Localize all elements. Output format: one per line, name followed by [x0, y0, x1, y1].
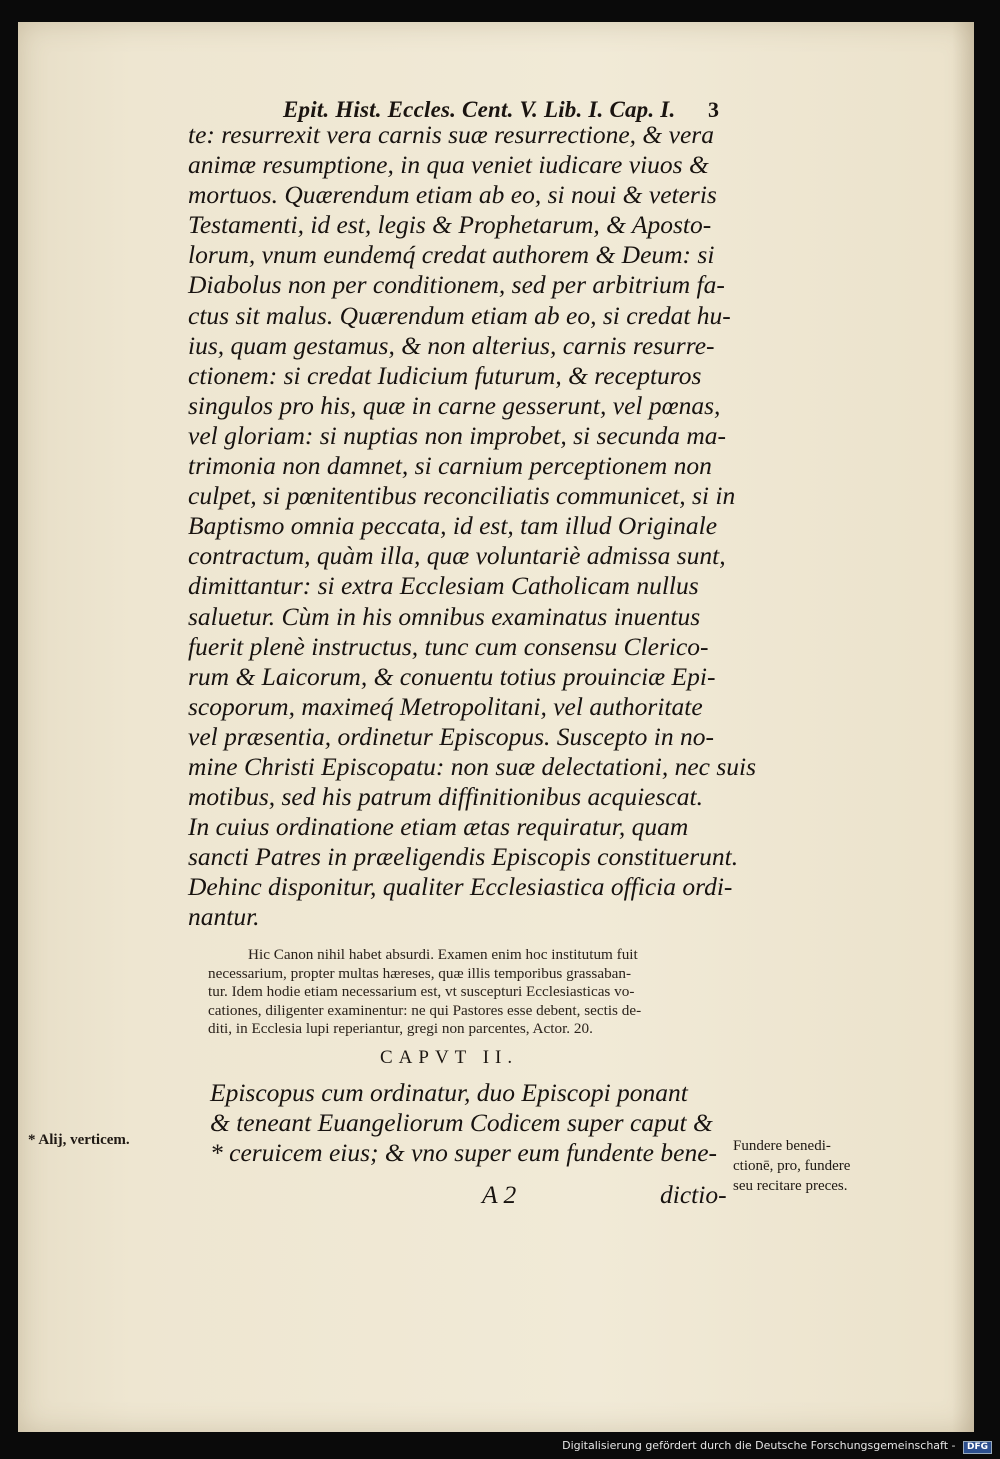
text-line: Dehinc disponitur, qualiter Ecclesiastica officia ordi-: [188, 872, 733, 902]
chapter-text-line: * ceruicem eius; & vno super eum fundente bene-: [210, 1138, 717, 1168]
commentary-line: Hic Canon nihil habet absurdi. Examen enim hoc institutum fuit: [248, 946, 638, 963]
text-line: animæ resumptione, in qua veniet iudicare viuos &: [188, 150, 709, 180]
text-line: ctionem: si credat Iudicium futurum, & recepturos: [188, 360, 702, 390]
marginal-note-left: * Alij, verticem.: [28, 1132, 130, 1148]
text-line: Testamenti, id est, legis & Prophetarum, & Aposto-: [188, 210, 712, 240]
text-line: fuerit plenè instructus, tunc cum consensu Clerico-: [188, 631, 709, 661]
text-line: rum & Laicorum, & conuentu totius prouinciæ Epi-: [188, 661, 716, 691]
marginal-note-right: [733, 1136, 903, 1196]
commentary-line: cationes, diligenter examinentur: ne qui Pastores esse debent, sectis de-: [208, 1001, 642, 1019]
text-line: saluetur. Cùm in his omnibus examinatus inuentus: [188, 601, 701, 631]
marginal-note-line: ctionē, pro, fundere: [733, 1158, 851, 1174]
text-line: Baptismo omnia peccata, id est, tam illud Originale: [188, 511, 718, 541]
text-line: scoporum, maximeq́ Metropolitani, vel authoritate: [188, 691, 703, 721]
chapter-text-line: & teneant Euangeliorum Codicem super caput &: [210, 1108, 713, 1138]
dfg-logo: DFG: [963, 1441, 992, 1454]
commentary-line: necessarium, propter multas hæreses, quæ illis temporibus grassaban-: [208, 964, 632, 982]
page-number: 3: [708, 97, 719, 122]
signature-mark: A 2: [482, 1180, 517, 1209]
text-line: Diabolus non per conditionem, sed per arbitrium fa-: [188, 270, 725, 300]
main-text-block: [188, 120, 757, 933]
footer-credit-text: Digitalisierung gefördert durch die Deutsche Forschungsgemeinschaft -: [562, 1439, 956, 1452]
text-line: mortuos. Quærendum etiam ab eo, si noui & veteris: [188, 180, 717, 210]
text-line: sancti Patres in præeligendis Episcopis constituerunt.: [188, 842, 739, 872]
text-line: vel præsentia, ordinetur Episcopus. Suscepto in no-: [188, 721, 714, 751]
catchword: dictio-: [660, 1180, 727, 1209]
text-line: culpet, si pœnitentibus reconciliatis communicet, si in: [188, 481, 736, 511]
footer-credit: [562, 1439, 992, 1454]
chapter-text-line: Episcopus cum ordinatur, duo Episcopi ponant: [210, 1078, 688, 1107]
text-line: lorum, vnum eundemq́ credat authorem & Deum: si: [188, 240, 715, 270]
text-line: vel gloriam: si nuptias non improbet, si secunda ma-: [188, 420, 727, 450]
marginal-note-line: seu recitare preces.: [733, 1178, 848, 1194]
commentary-block: [208, 946, 728, 1039]
text-line: nantur.: [188, 902, 260, 932]
text-line: contractum, quàm illa, quæ voluntariè admissa sunt,: [188, 541, 726, 571]
text-line: te: resurrexit vera carnis suæ resurrectione, & vera: [188, 120, 714, 149]
text-line: ctus sit malus. Quærendum etiam ab eo, si credat hu-: [188, 300, 731, 330]
text-line: trimonia non damnet, si carnium perceptionem non: [188, 451, 712, 481]
running-title: Epit. Hist. Eccles. Cent. V. Lib. I. Cap. I.: [283, 97, 676, 122]
text-line: mine Christi Episcopatu: non suæ delectationi, nec suis: [188, 751, 757, 781]
commentary-line: tur. Idem hodie etiam necessarium est, vt suscepturi Ecclesiasticas vo-: [208, 983, 635, 1001]
chapter-text-block: [210, 1078, 730, 1169]
text-line: dimittantur: si extra Ecclesiam Catholicam nullus: [188, 571, 699, 601]
text-line: ius, quam gestamus, & non alterius, carnis resurre-: [188, 330, 715, 360]
text-line: In cuius ordinatione etiam ætas requiratur, quam: [188, 812, 689, 842]
marginal-note-line: Fundere benedi-: [733, 1138, 831, 1154]
chapter-heading: CAPVT II.: [380, 1047, 519, 1068]
commentary-line: diti, in Ecclesia lupi reperiantur, gregi non parcentes, Actor. 20.: [208, 1020, 593, 1038]
text-line: singulos pro his, quæ in carne gesserunt, vel pœnas,: [188, 390, 721, 420]
text-line: motibus, sed his patrum diffinitionibus acquiescat.: [188, 782, 703, 812]
